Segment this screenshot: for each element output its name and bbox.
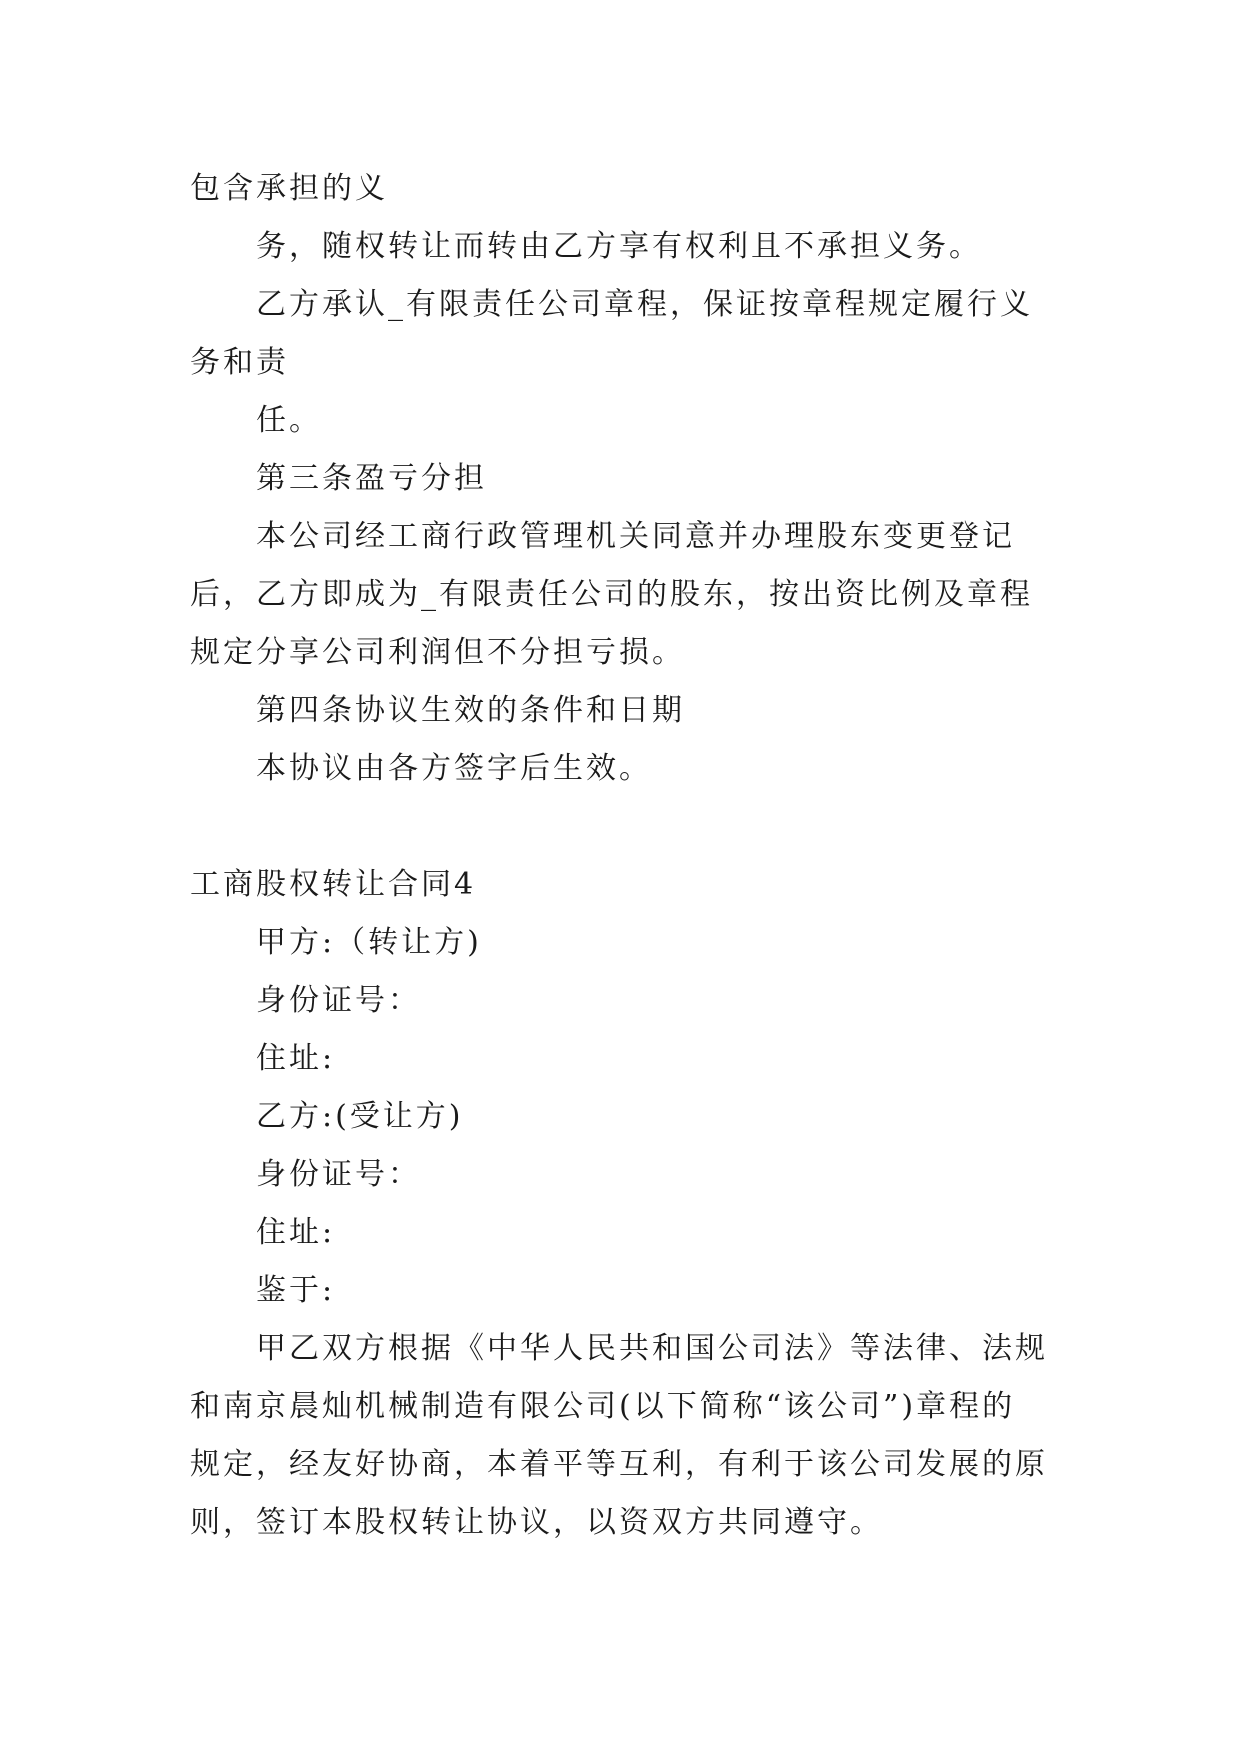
paragraph-line: 和南京晨灿机械制造有限公司(以下简称“该公司”)章程的: [190, 1389, 1016, 1424]
party-b-id-label: 身份证号：: [256, 1157, 421, 1192]
paragraph-line: 后，乙方即成为_有限责任公司的股东，按出资比例及章程: [190, 577, 1033, 612]
party-a-address-label: 住址:: [256, 1041, 336, 1076]
paragraph-line: 务，随权转让而转由乙方享有权利且不承担义务。: [256, 229, 982, 264]
whereas-label: 鉴于:: [256, 1273, 336, 1308]
document-body: [190, 160, 1060, 1552]
section-heading-article-4: 第四条协议生效的条件和日期: [256, 693, 685, 728]
paragraph-line: 本协议由各方签字后生效。: [256, 751, 652, 786]
paragraph-line: 乙方承认_有限责任公司章程，保证按章程规定履行义: [256, 287, 1033, 322]
party-b-label: 乙方:(受让方): [256, 1099, 464, 1134]
paragraph-line: 规定，经友好协商，本着平等互利，有利于该公司发展的原: [190, 1447, 1048, 1482]
paragraph-line: 本公司经工商行政管理机关同意并办理股东变更登记: [256, 519, 1015, 554]
paragraph-line: 则，签订本股权转让协议，以资双方共同遵守。: [190, 1505, 883, 1540]
paragraph-line: 甲乙双方根据《中华人民共和国公司法》等法律、法规: [256, 1331, 1048, 1366]
party-a-label: 甲方:（转让方): [256, 925, 482, 960]
paragraph-line: 任。: [256, 403, 322, 438]
party-b-address-label: 住址:: [256, 1215, 336, 1250]
section-heading-article-3: 第三条盈亏分担: [256, 461, 487, 496]
party-a-id-label: 身份证号：: [256, 983, 421, 1018]
paragraph-line: 规定分享公司利润但不分担亏损。: [190, 635, 685, 670]
paragraph-line: 包含承担的义: [190, 171, 388, 206]
paragraph-line: 务和责: [190, 345, 289, 380]
contract-title: 工商股权转让合同4: [190, 867, 477, 902]
